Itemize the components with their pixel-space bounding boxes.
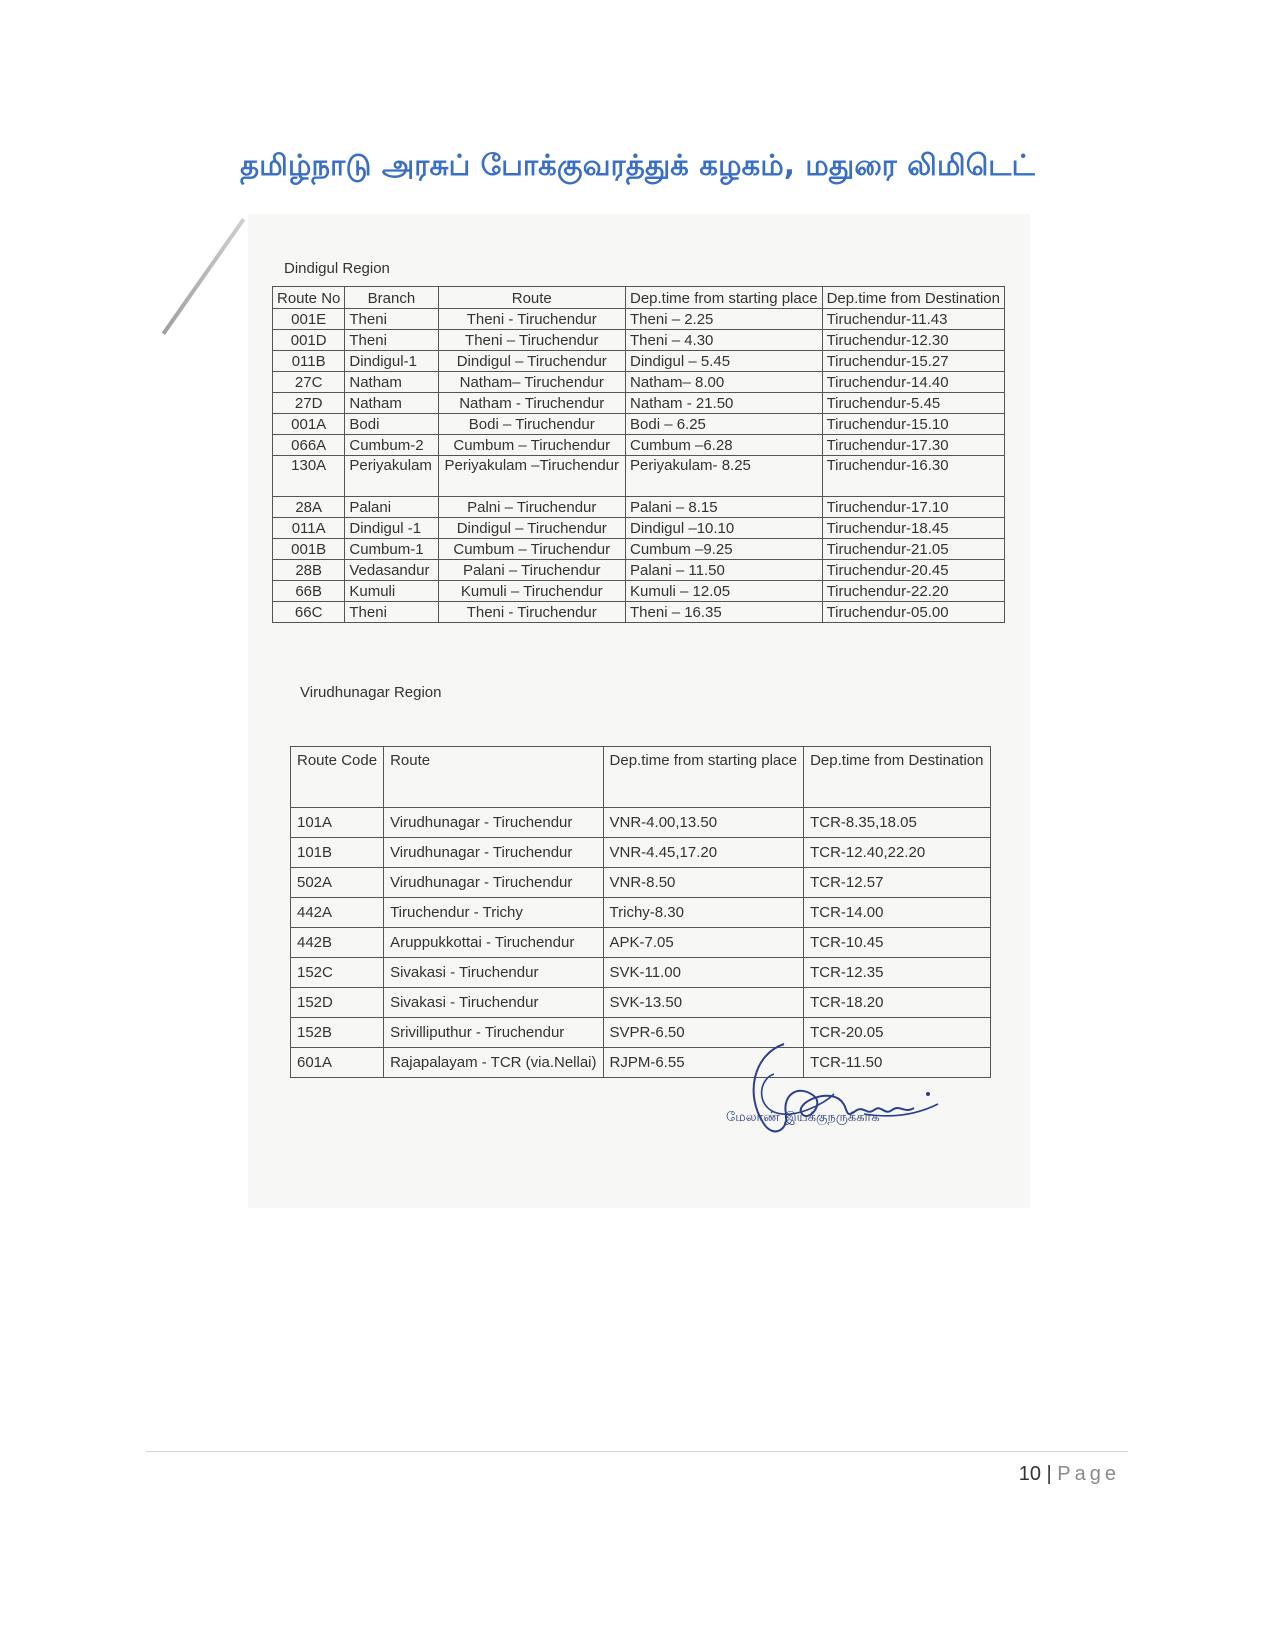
table-cell: Palani – Tiruchendur xyxy=(438,560,626,581)
table-cell: Sivakasi - Tiruchendur xyxy=(384,988,603,1018)
table-cell: Kumuli – Tiruchendur xyxy=(438,581,626,602)
table-cell: RJPM-6.55 xyxy=(603,1048,804,1078)
table-cell: Cumbum –9.25 xyxy=(626,539,823,560)
signature-image xyxy=(714,1034,944,1144)
table-cell: TCR-14.00 xyxy=(804,898,990,928)
table-cell: Theni - Tiruchendur xyxy=(438,309,626,330)
virudhunagar-route-table xyxy=(290,746,991,1078)
table-cell: Cumbum-2 xyxy=(345,435,438,456)
table-cell: Cumbum – Tiruchendur xyxy=(438,435,626,456)
table-cell: Kumuli xyxy=(345,581,438,602)
table-cell: Tiruchendur-20.45 xyxy=(822,560,1004,581)
table-row xyxy=(291,898,991,928)
table-cell: 27C xyxy=(273,372,345,393)
table-cell: SVK-11.00 xyxy=(603,958,804,988)
table-cell: Natham - 21.50 xyxy=(626,393,823,414)
table-cell: Natham xyxy=(345,372,438,393)
table-cell: Palani – 8.15 xyxy=(626,497,823,518)
table-cell: TCR-20.05 xyxy=(804,1018,990,1048)
table-cell: Theni – 16.35 xyxy=(626,602,823,623)
table-cell: VNR-4.00,13.50 xyxy=(603,808,804,838)
table-cell: 001D xyxy=(273,330,345,351)
table-cell: Theni xyxy=(345,330,438,351)
table-cell: Bodi xyxy=(345,414,438,435)
table-cell: Trichy-8.30 xyxy=(603,898,804,928)
footer-divider xyxy=(146,1451,1128,1452)
table-header-row xyxy=(291,747,991,808)
table-cell: Virudhunagar - Tiruchendur xyxy=(384,838,603,868)
table-row xyxy=(273,497,1005,518)
table-cell: Bodi – Tiruchendur xyxy=(438,414,626,435)
table-cell: 066A xyxy=(273,435,345,456)
table-cell: Dindigul – 5.45 xyxy=(626,351,823,372)
table-cell: 001A xyxy=(273,414,345,435)
table-cell: 001E xyxy=(273,309,345,330)
table-cell: Natham - Tiruchendur xyxy=(438,393,626,414)
table-cell: TCR-12.40,22.20 xyxy=(804,838,990,868)
page-footer xyxy=(1019,1463,1120,1486)
table-cell: Periyakulam- 8.25 xyxy=(626,456,823,497)
table-cell: TCR-8.35,18.05 xyxy=(804,808,990,838)
table-cell: Periyakulam xyxy=(345,456,438,497)
table-cell: 001B xyxy=(273,539,345,560)
table-header-row xyxy=(273,287,1005,309)
table-row xyxy=(273,560,1005,581)
table-cell: Virudhunagar - Tiruchendur xyxy=(384,868,603,898)
table-cell: 101A xyxy=(291,808,384,838)
table-cell: Theni - Tiruchendur xyxy=(438,602,626,623)
table-cell: TCR-10.45 xyxy=(804,928,990,958)
table-cell: VNR-4.45,17.20 xyxy=(603,838,804,868)
table-row xyxy=(291,868,991,898)
table-cell: Aruppukkottai - Tiruchendur xyxy=(384,928,603,958)
table-cell: Theni – Tiruchendur xyxy=(438,330,626,351)
table-cell: Theni – 4.30 xyxy=(626,330,823,351)
table-cell: 442A xyxy=(291,898,384,928)
table-cell: Natham– 8.00 xyxy=(626,372,823,393)
col-header-route-no: Route No xyxy=(273,287,345,309)
table-row xyxy=(273,351,1005,372)
table-cell: Dindigul-1 xyxy=(345,351,438,372)
table-cell: Palani xyxy=(345,497,438,518)
table-cell: 66B xyxy=(273,581,345,602)
table-cell: Dindigul –10.10 xyxy=(626,518,823,539)
table-cell: Periyakulam –Tiruchendur xyxy=(438,456,626,497)
table-row xyxy=(273,393,1005,414)
col-header-dep-destination: Dep.time from Destination xyxy=(804,747,990,808)
table-cell: 152C xyxy=(291,958,384,988)
table-cell: 101B xyxy=(291,838,384,868)
table-cell: Natham– Tiruchendur xyxy=(438,372,626,393)
table-row xyxy=(291,958,991,988)
table-cell: Cumbum-1 xyxy=(345,539,438,560)
table-cell: 152B xyxy=(291,1018,384,1048)
table-cell: 27D xyxy=(273,393,345,414)
table-cell: VNR-8.50 xyxy=(603,868,804,898)
table-cell: 28A xyxy=(273,497,345,518)
table-cell: Natham xyxy=(345,393,438,414)
scanned-timetable xyxy=(248,214,1030,1208)
table-cell: 442B xyxy=(291,928,384,958)
table-cell: Cumbum – Tiruchendur xyxy=(438,539,626,560)
table-cell: Dindigul – Tiruchendur xyxy=(438,351,626,372)
table-cell: Virudhunagar - Tiruchendur xyxy=(384,808,603,838)
table-cell: Dindigul -1 xyxy=(345,518,438,539)
table-cell: Tiruchendur-14.40 xyxy=(822,372,1004,393)
table-cell: TCR-12.57 xyxy=(804,868,990,898)
table-row xyxy=(273,435,1005,456)
table-cell: 28B xyxy=(273,560,345,581)
table-cell: Theni xyxy=(345,602,438,623)
table-cell: TCR-12.35 xyxy=(804,958,990,988)
table-cell: TCR-18.20 xyxy=(804,988,990,1018)
col-header-route-code: Route Code xyxy=(291,747,384,808)
table-row xyxy=(291,808,991,838)
table-cell: Tiruchendur-15.10 xyxy=(822,414,1004,435)
table-cell: 011A xyxy=(273,518,345,539)
virudhunagar-region-label: Virudhunagar Region xyxy=(300,684,442,701)
page-title: தமிழ்நாடு அரசுப் போக்குவரத்துக் கழகம், மதுரை லிமிடெட் xyxy=(240,148,1035,182)
table-row xyxy=(291,988,991,1018)
table-cell: Bodi – 6.25 xyxy=(626,414,823,435)
table-cell: 011B xyxy=(273,351,345,372)
table-cell: Sivakasi - Tiruchendur xyxy=(384,958,603,988)
table-cell: Tiruchendur-11.43 xyxy=(822,309,1004,330)
table-cell: 66C xyxy=(273,602,345,623)
table-cell: Palani – 11.50 xyxy=(626,560,823,581)
table-row xyxy=(273,414,1005,435)
col-header-dep-start: Dep.time from starting place xyxy=(626,287,823,309)
scan-streak xyxy=(162,218,246,335)
footer-separator: | xyxy=(1046,1463,1052,1485)
table-cell: 601A xyxy=(291,1048,384,1078)
table-cell: 152D xyxy=(291,988,384,1018)
table-cell: Tiruchendur-12.30 xyxy=(822,330,1004,351)
dindigul-route-table xyxy=(272,286,1005,623)
table-cell: Kumuli – 12.05 xyxy=(626,581,823,602)
table-cell: Cumbum –6.28 xyxy=(626,435,823,456)
table-row xyxy=(273,581,1005,602)
table-row xyxy=(273,309,1005,330)
col-header-route: Route xyxy=(438,287,626,309)
table-cell: Tiruchendur-22.20 xyxy=(822,581,1004,602)
table-cell: Srivilliputhur - Tiruchendur xyxy=(384,1018,603,1048)
table-cell: SVK-13.50 xyxy=(603,988,804,1018)
table-row xyxy=(291,928,991,958)
table-cell: Tiruchendur - Trichy xyxy=(384,898,603,928)
table-cell: Tiruchendur-15.27 xyxy=(822,351,1004,372)
table-row xyxy=(273,456,1005,497)
page-number: 10 xyxy=(1018,1463,1041,1485)
table-row xyxy=(291,838,991,868)
table-cell: TCR-11.50 xyxy=(804,1048,990,1078)
table-cell: APK-7.05 xyxy=(603,928,804,958)
col-header-branch: Branch xyxy=(345,287,438,309)
col-header-route: Route xyxy=(384,747,603,808)
table-cell: Tiruchendur-17.30 xyxy=(822,435,1004,456)
table-cell: Tiruchendur-21.05 xyxy=(822,539,1004,560)
col-header-dep-destination: Dep.time from Destination xyxy=(822,287,1004,309)
table-cell: 502A xyxy=(291,868,384,898)
table-cell: Theni xyxy=(345,309,438,330)
table-cell: 130A xyxy=(273,456,345,497)
table-row xyxy=(273,372,1005,393)
table-cell: Dindigul – Tiruchendur xyxy=(438,518,626,539)
col-header-dep-start: Dep.time from starting place xyxy=(603,747,804,808)
table-cell: SVPR-6.50 xyxy=(603,1018,804,1048)
table-cell: Tiruchendur-18.45 xyxy=(822,518,1004,539)
table-cell: Rajapalayam - TCR (via.Nellai) xyxy=(384,1048,603,1078)
page-label: Page xyxy=(1057,1463,1120,1485)
table-cell: Tiruchendur-17.10 xyxy=(822,497,1004,518)
table-cell: Tiruchendur-16.30 xyxy=(822,456,1004,497)
table-cell: Palni – Tiruchendur xyxy=(438,497,626,518)
table-cell: Theni – 2.25 xyxy=(626,309,823,330)
signature-caption: மேலாண் இயக்குநருக்காக xyxy=(726,1110,880,1125)
table-row xyxy=(273,602,1005,623)
table-cell: Tiruchendur-05.00 xyxy=(822,602,1004,623)
table-row xyxy=(273,330,1005,351)
table-row xyxy=(273,518,1005,539)
table-cell: Vedasandur xyxy=(345,560,438,581)
table-cell: Tiruchendur-5.45 xyxy=(822,393,1004,414)
table-row xyxy=(273,539,1005,560)
dindigul-region-label: Dindigul Region xyxy=(284,260,390,277)
